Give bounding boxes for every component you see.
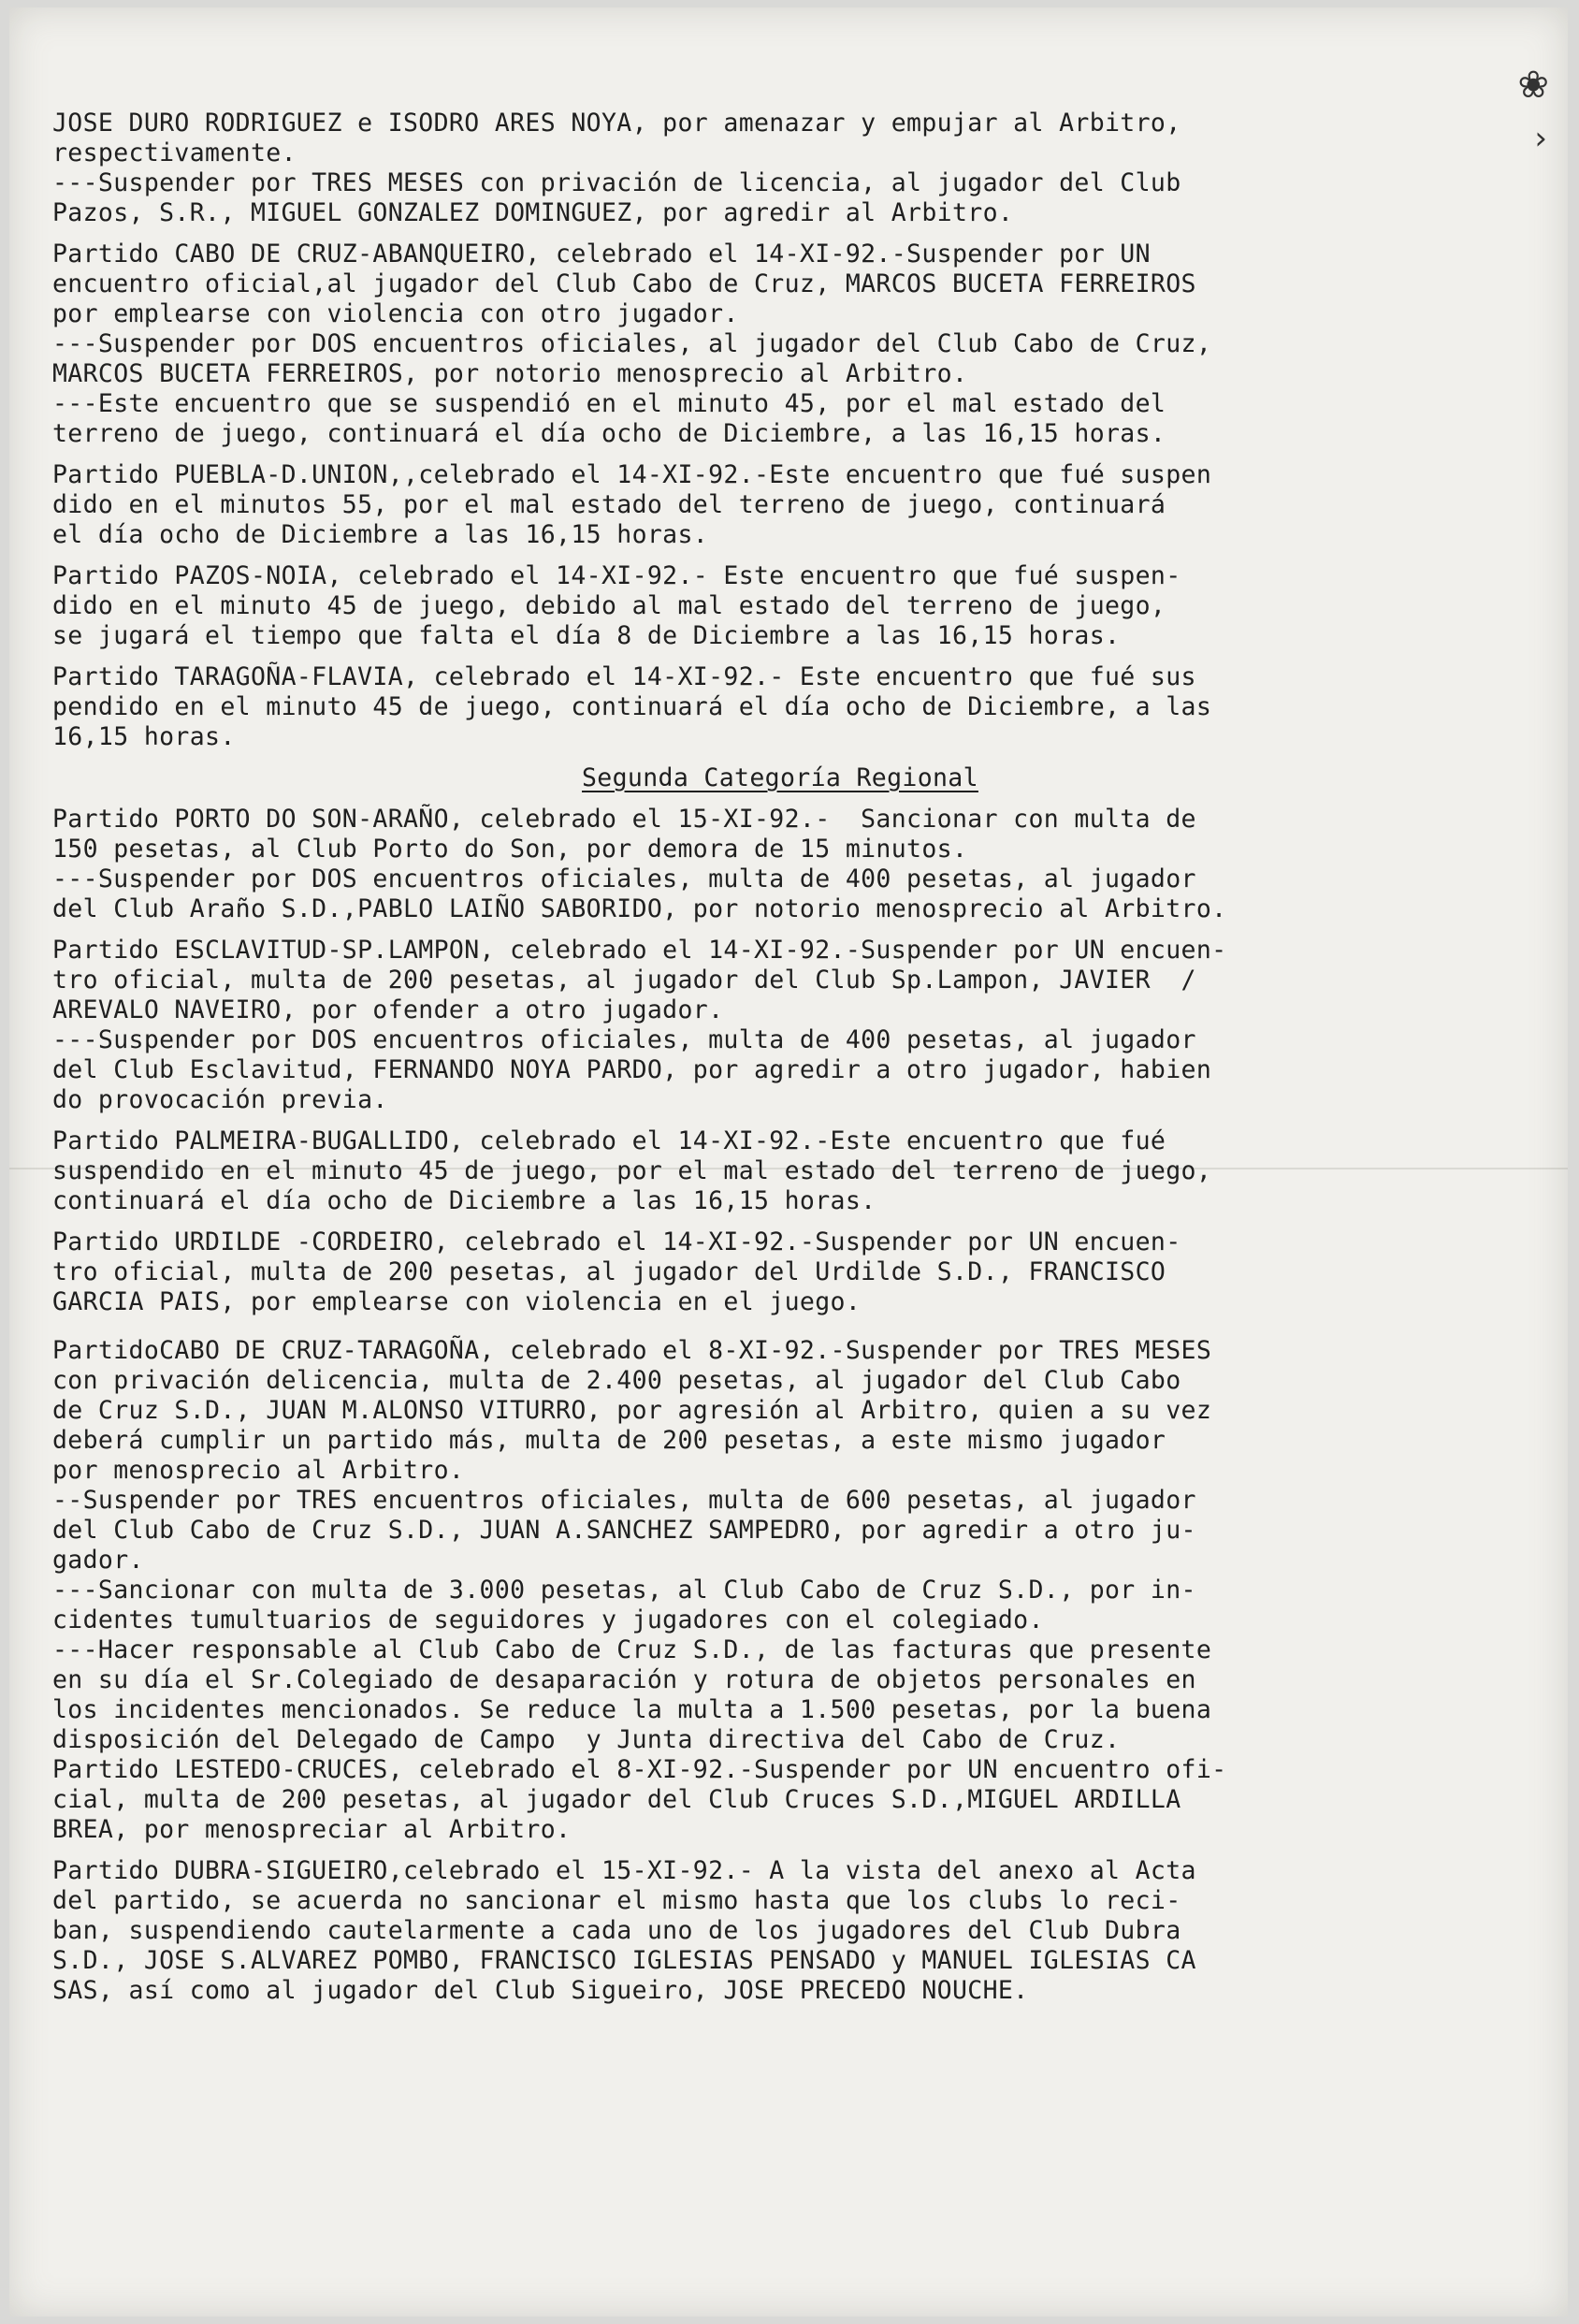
text-line: suspendido en el minuto 45 de juego, por el mal estado del terreno de juego, [52,1156,1212,1185]
text-line: por emplearse con violencia con otro jugador. [52,299,739,328]
paragraph [52,662,1540,752]
text-line: por menosprecio al Arbitro. [52,1456,465,1485]
text-line: dido en el minutos 55, por el mal estado del terreno de juego, continuará [52,490,1166,519]
text-line: pendido en el minuto 45 de juego, continuará el día ocho de Diciembre, a las [52,692,1212,721]
text-line: BREA, por menospreciar al Arbitro. [52,1815,572,1844]
text-line: terreno de juego, continuará el día ocho de Diciembre, a las 16,15 horas. [52,419,1166,448]
text-line: ---Suspender por DOS encuentros oficiales, multa de 400 pesetas, al jugador [52,1025,1196,1054]
text-line: ---Suspender por DOS encuentros oficiales, al jugador del Club Cabo de Cruz, [52,329,1212,358]
text-line: Partido CABO DE CRUZ-ABANQUEIRO, celebrado el 14-XI-92.-Suspender por UN [52,240,1151,269]
text-line: de Cruz S.D., JUAN M.ALONSO VITURRO, por agresión al Arbitro, quien a su vez [52,1396,1212,1425]
text-line: cidentes tumultuarios de seguidores y jugadores con el colegiado. [52,1605,1044,1634]
text-line: deberá cumplir un partido más, multa de 200 pesetas, a este mismo jugador [52,1426,1166,1455]
paragraph [52,1126,1540,1216]
text-line: --Suspender por TRES encuentros oficiales, multa de 600 pesetas, al jugador [52,1486,1196,1515]
paragraph [52,561,1540,651]
paragraph-gap [52,651,1540,662]
margin-mark-top-right: ❀ [1517,64,1549,107]
paragraph [52,460,1540,550]
text-line: los incidentes mencionados. Se reduce la multa a 1.500 pesetas, por la buena [52,1695,1212,1724]
text-line: Partido TARAGOÑA-FLAVIA, celebrado el 14-XI-92.- Este encuentro que fué sus [52,662,1196,691]
text-line: cial, multa de 200 pesetas, al jugador del Club Cruces S.D.,MIGUEL ARDILLA [52,1785,1181,1814]
text-line: Partido PORTO DO SON-ARAÑO, celebrado el 15-XI-92.- Sancionar con multa de [52,805,1196,834]
text-line: ---Este encuentro que se suspendió en el minuto 45, por el mal estado del [52,389,1166,418]
text-line: 150 pesetas, al Club Porto do Son, por demora de 15 minutos. [52,835,968,864]
section-heading [52,763,1540,793]
paragraph-gap [52,752,1540,763]
text-line: del Club Esclavitud, FERNANDO NOYA PARDO, por agredir a otro jugador, habien [52,1055,1212,1084]
text-line: del partido, se acuerda no sancionar el mismo hasta que los clubs lo reci- [52,1886,1181,1915]
text-line: AREVALO NAVEIRO, por ofender a otro jugador. [52,995,724,1024]
paragraph-gap [52,1845,1540,1856]
text-line: Partido DUBRA-SIGUEIRO,celebrado el 15-XI-92.- A la vista del anexo al Acta [52,1856,1196,1885]
text-line: del Club Araño S.D.,PABLO LAIÑO SABORIDO, por notorio menosprecio al Arbitro. [52,894,1227,923]
text-line: respectivamente. [52,138,297,167]
text-line: JOSE DURO RODRIGUEZ e ISODRO ARES NOYA, por amenazar y empujar al Arbitro, [52,109,1181,138]
paragraph-gap [52,449,1540,460]
paragraph-gap [52,550,1540,561]
text-line: SAS, así como al jugador del Club Sigueiro, JOSE PRECEDO NOUCHE. [52,1976,1029,2005]
paragraph [52,936,1540,1115]
text-line: continuará el día ocho de Diciembre a las 16,15 horas. [52,1186,876,1215]
paragraph-gap [52,1115,1540,1126]
text-line: Partido URDILDE -CORDEIRO, celebrado el 14-XI-92.-Suspender por UN encuen- [52,1227,1181,1256]
paragraph [52,1856,1540,2006]
margin-mark-right: › [1534,120,1547,157]
text-line: ---Hacer responsable al Club Cabo de Cruz S.D., de las facturas que presente [52,1635,1212,1664]
text-line: del Club Cabo de Cruz S.D., JUAN A.SANCHEZ SAMPEDRO, por agredir a otro ju- [52,1516,1196,1545]
paragraph [52,109,1540,228]
text-line: Pazos, S.R., MIGUEL GONZALEZ DOMINGUEZ, por agredir al Arbitro. [52,198,1014,227]
text-line: ban, suspendiendo cautelarmente a cada uno de los jugadores del Club Dubra [52,1916,1181,1945]
paragraph-gap [52,1216,1540,1227]
paragraph-gap [52,793,1540,805]
text-line: gador. [52,1546,144,1575]
text-line: ---Sancionar con multa de 3.000 pesetas, al Club Cabo de Cruz S.D., por in- [52,1576,1196,1605]
text-line: dido en el minuto 45 de juego, debido al mal estado del terreno de juego, [52,591,1166,620]
text-line: S.D., JOSE S.ALVAREZ POMBO, FRANCISCO IGLESIAS PENSADO y MANUEL IGLESIAS CA [52,1946,1196,1975]
paragraph [52,1227,1540,1317]
text-line: Partido LESTEDO-CRUCES, celebrado el 8-XI-92.-Suspender por UN encuentro ofi- [52,1755,1227,1784]
text-line: Partido PUEBLA-D.UNION,,celebrado el 14-XI-92.-Este encuentro que fué suspen [52,460,1212,489]
text-line: do provocación previa. [52,1085,388,1114]
text-line: con privación delicencia, multa de 2.400 pesetas, al jugador del Club Cabo [52,1366,1181,1395]
text-line: se jugará el tiempo que falta el día 8 de Diciembre a las 16,15 horas. [52,621,1121,650]
text-line: PartidoCABO DE CRUZ-TARAGOÑA, celebrado el 8-XI-92.-Suspender por TRES MESES [52,1336,1212,1365]
text-line: el día ocho de Diciembre a las 16,15 horas. [52,520,709,549]
paragraph-gap [52,228,1540,240]
paragraph [52,1336,1540,1845]
text-line: MARCOS BUCETA FERREIROS, por notorio menosprecio al Arbitro. [52,359,968,388]
text-line: GARCIA PAIS, por emplearse con violencia en el juego. [52,1287,862,1316]
typewritten-text [52,109,1540,2006]
text-line: disposición del Delegado de Campo y Junta directiva del Cabo de Cruz. [52,1725,1121,1754]
paragraph-gap [52,924,1540,936]
text-line: tro oficial, multa de 200 pesetas, al jugador del Urdilde S.D., FRANCISCO [52,1257,1166,1286]
text-line: ---Suspender por DOS encuentros oficiales, multa de 400 pesetas, al jugador [52,864,1196,893]
text-line: en su día el Sr.Colegiado de desaparación y rotura de objetos personales en [52,1665,1196,1694]
text-line: Partido PAZOS-NOIA, celebrado el 14-XI-92.- Este encuentro que fué suspen- [52,561,1181,590]
text-line: Partido ESCLAVITUD-SP.LAMPON, celebrado el 14-XI-92.-Suspender por UN encuen- [52,936,1227,965]
text-line: encuentro oficial,al jugador del Club Cabo de Cruz, MARCOS BUCETA FERREIROS [52,269,1196,298]
paragraph [52,240,1540,449]
text-line: ---Suspender por TRES MESES con privación de licencia, al jugador del Club [52,168,1181,197]
paragraph-gap [52,1317,1540,1336]
text-line: Partido PALMEIRA-BUGALLIDO, celebrado el 14-XI-92.-Este encuentro que fué [52,1126,1166,1155]
heading-text: Segunda Categoría Regional [582,763,978,792]
paragraph [52,805,1540,924]
text-line: tro oficial, multa de 200 pesetas, al jugador del Club Sp.Lampon, JAVIER / [52,966,1196,995]
document-page [9,7,1568,2317]
text-line: 16,15 horas. [52,722,236,751]
